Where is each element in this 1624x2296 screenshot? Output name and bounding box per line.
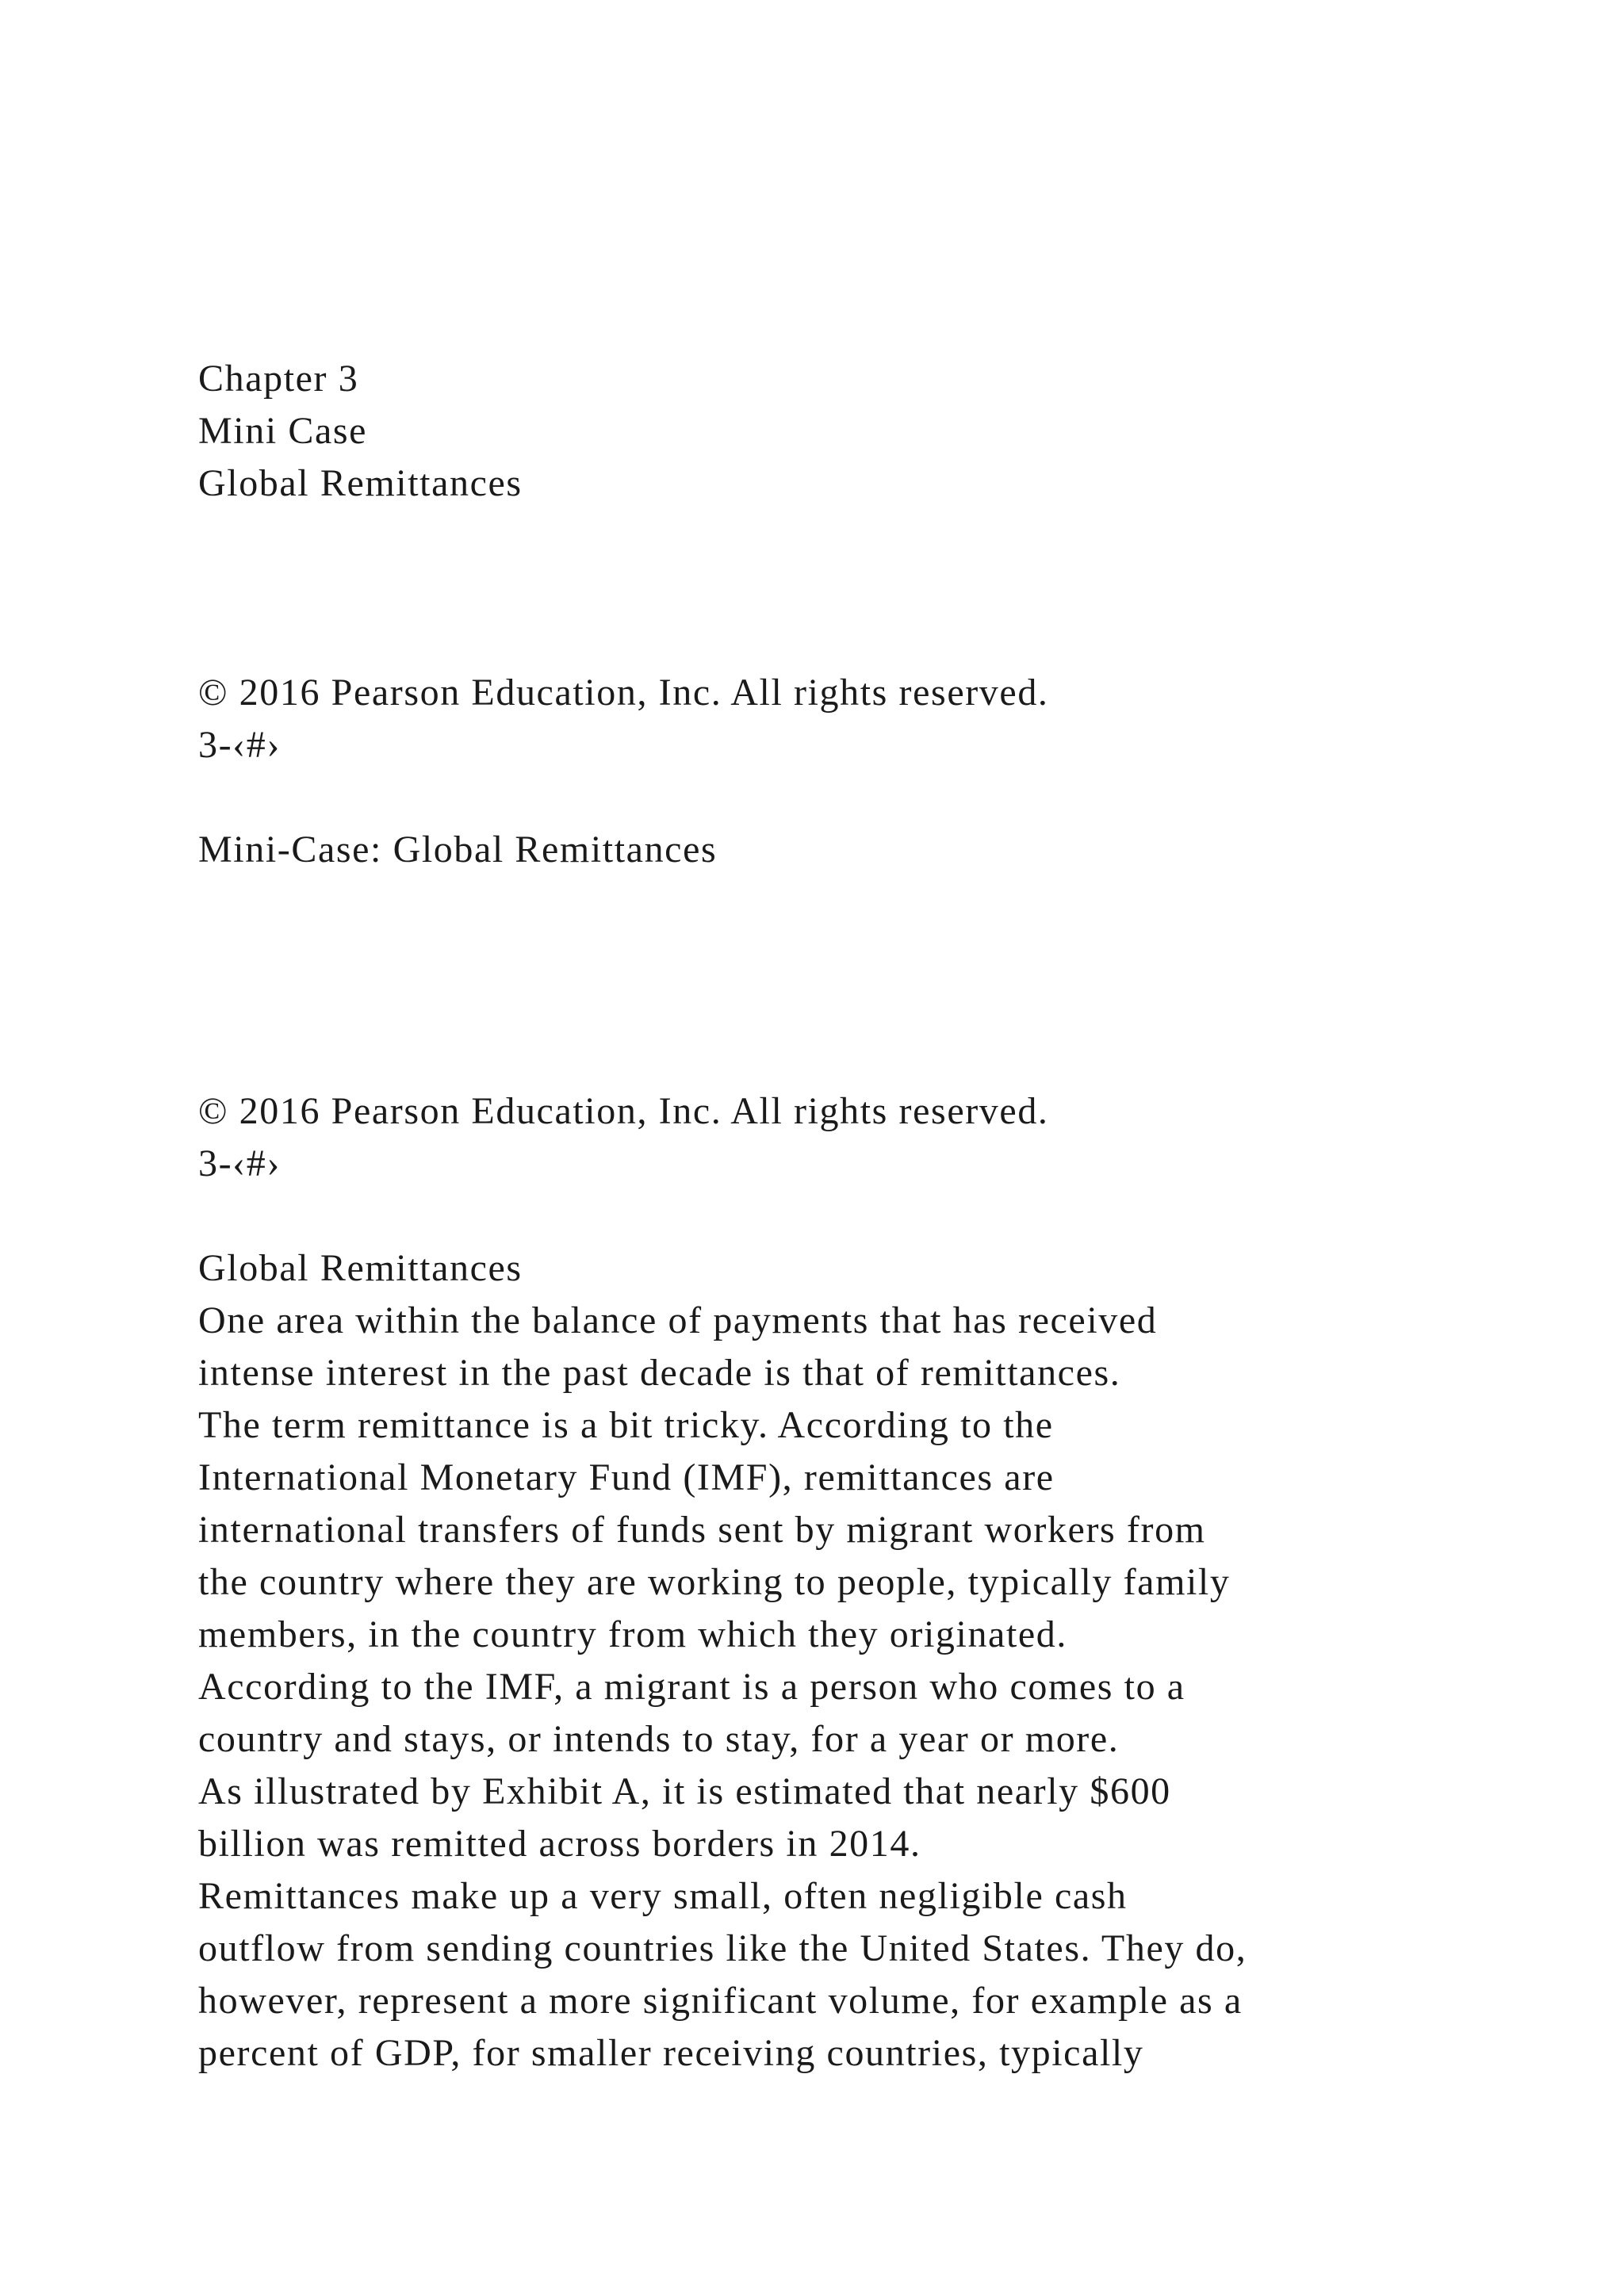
- slide2-title: Mini-Case: Global Remittances: [198, 828, 718, 871]
- slide1-number: 3-‹#›: [198, 724, 281, 766]
- body-line: members, in the country from which they originated.: [198, 1613, 1067, 1655]
- slide1-copyright: © 2016 Pearson Education, Inc. All rights reserved.: [198, 672, 1049, 714]
- slide1-title: Global Remittances: [198, 462, 523, 504]
- body-line: International Monetary Fund (IMF), remittances are: [198, 1456, 1055, 1498]
- body-line: According to the IMF, a migrant is a person who comes to a: [198, 1666, 1185, 1708]
- body-line: however, represent a more significant volume, for example as a: [198, 1980, 1243, 2022]
- slide3-heading: Global Remittances: [198, 1247, 523, 1289]
- body-line: billion was remitted across borders in 2014.: [198, 1823, 921, 1865]
- mini-case-label: Mini Case: [198, 410, 368, 452]
- body-line: country and stays, or intends to stay, for a year or more.: [198, 1718, 1120, 1760]
- body-line: Remittances make up a very small, often negligible cash: [198, 1875, 1128, 1917]
- slide2-number: 3-‹#›: [198, 1142, 281, 1184]
- body-line: One area within the balance of payments that has received: [198, 1299, 1158, 1341]
- slide2-copyright: © 2016 Pearson Education, Inc. All rights reserved.: [198, 1090, 1049, 1132]
- body-line: outflow from sending countries like the United States. They do,: [198, 1927, 1247, 1969]
- body-line: The term remittance is a bit tricky. According to the: [198, 1404, 1054, 1446]
- body-line: As illustrated by Exhibit A, it is estimated that nearly $600: [198, 1770, 1171, 1812]
- chapter-label: Chapter 3: [198, 358, 359, 400]
- body-line: percent of GDP, for smaller receiving countries, typically: [198, 2032, 1144, 2074]
- body-line: intense interest in the past decade is that of remittances.: [198, 1352, 1121, 1394]
- body-line: the country where they are working to people, typically family: [198, 1561, 1231, 1603]
- body-line: international transfers of funds sent by migrant workers from: [198, 1509, 1206, 1551]
